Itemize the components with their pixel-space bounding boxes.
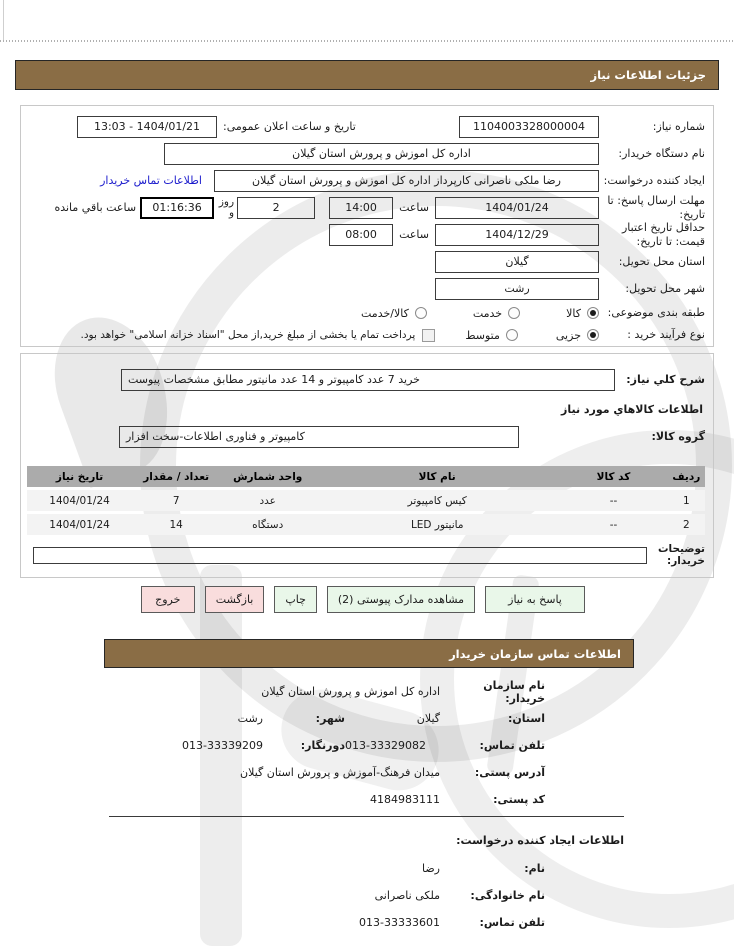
process-type-row	[29, 324, 705, 346]
need-number-value: 1104003328000004	[473, 120, 585, 133]
price-validity-date-field[interactable]	[435, 224, 599, 246]
buyer-note-row	[29, 543, 705, 567]
price-validity-hour-label: ساعت	[399, 228, 429, 241]
radio-unselected-icon[interactable]	[508, 307, 520, 319]
need-number-field[interactable]	[459, 116, 599, 138]
creator-label: ایجاد کننده درخواست:	[603, 173, 705, 187]
creator-section-title: اطلاعات ایجاد کننده درخواست:	[456, 834, 624, 847]
delivery-city-value: رشت	[504, 282, 530, 295]
buyer-note-field[interactable]	[33, 547, 647, 564]
org-name-label: نام سازمان خریدار:	[483, 678, 545, 705]
request-info-panel	[20, 105, 714, 347]
radio-selected-icon[interactable]	[587, 329, 599, 341]
creator-field[interactable]	[214, 170, 599, 192]
remaining-days-field[interactable]	[237, 197, 315, 219]
exit-button[interactable]: خروج	[141, 586, 195, 613]
cell-row-number: 1	[668, 490, 705, 511]
delivery-province-row	[29, 248, 705, 275]
goods-table-header-row	[27, 466, 705, 487]
price-validity-label: حداقل تاریخ اعتبار قیمت: تا تاریخ:	[621, 221, 705, 248]
subject-option-goods-service-label: کالا/خدمت	[361, 306, 409, 320]
process-option-medium[interactable]	[465, 329, 518, 342]
top-left-edge-line	[3, 0, 4, 41]
creator-row	[29, 167, 705, 194]
creator-phone-row	[104, 909, 545, 936]
cell-goods-name: کیس کامپیوتر	[315, 490, 559, 511]
announce-datetime-field[interactable]	[77, 116, 217, 138]
table-row	[27, 490, 705, 511]
need-number-row	[29, 113, 705, 140]
subject-option-service[interactable]	[473, 307, 520, 320]
process-type-label: نوع فرآیند خرید :	[627, 328, 705, 342]
deadline-date-field[interactable]	[435, 197, 599, 219]
address-row	[105, 759, 545, 786]
phone-value: 013-33329082	[345, 739, 426, 752]
address-label: آدرس پستی:	[474, 766, 545, 779]
subject-option-goods[interactable]	[566, 307, 599, 320]
address-value: میدان فرهنگ-آموزش و پرورش استان گیلان	[240, 766, 440, 779]
subject-option-service-label: خدمت	[472, 306, 503, 320]
need-goods-panel	[20, 353, 714, 578]
buyer-contact-link[interactable]: اطلاعات تماس خریدار	[100, 174, 202, 187]
price-validity-row	[29, 221, 705, 248]
creator-rows	[104, 855, 624, 936]
buyer-org-label: نام دستگاه خریدار:	[618, 146, 705, 160]
cell-quantity: 14	[132, 514, 220, 535]
goods-group-field[interactable]	[119, 426, 519, 448]
cell-need-date: 1404/01/24	[27, 514, 132, 535]
delivery-city-row	[29, 275, 705, 302]
col-unit[interactable]: واحد شمارش	[220, 466, 315, 487]
dotted-separator	[0, 40, 734, 42]
cell-goods-code: --	[559, 514, 667, 535]
deadline-hour-label: ساعت	[399, 201, 429, 214]
postal-code-label: کد پستی:	[493, 793, 545, 806]
contact-section-title	[104, 639, 634, 668]
city-label: شهر:	[315, 712, 345, 725]
fax-label: دورنگار:	[300, 739, 345, 752]
col-row-number[interactable]: ردیف	[668, 466, 705, 487]
back-button[interactable]: بازگشت	[205, 586, 265, 613]
price-validity-date-value: 1404/12/29	[485, 228, 549, 241]
radio-unselected-icon[interactable]	[506, 329, 518, 341]
goods-group-value: کامپیوتر و فناوری اطلاعات-سخت افزار	[126, 430, 305, 443]
delivery-province-label: استان محل تحویل:	[618, 254, 705, 268]
cell-need-date: 1404/01/24	[27, 490, 132, 511]
process-option-minor[interactable]	[556, 329, 599, 342]
need-number-label: شماره نیاز:	[652, 119, 705, 133]
remaining-days-label: روز و	[218, 195, 235, 219]
cell-unit: دستگاه	[220, 514, 315, 535]
delivery-city-field[interactable]	[435, 278, 599, 300]
subject-classification-label: طبقه بندی موضوعی:	[607, 306, 705, 320]
last-name-row	[104, 882, 545, 909]
org-name-value: اداره کل اموزش و پرورش استان گیلان	[261, 685, 440, 698]
need-desc-row	[29, 366, 705, 393]
print-button[interactable]: چاپ	[274, 586, 317, 613]
fax-value: 013-33339209	[182, 739, 263, 752]
buyer-note-label: توضیحات خریدار:	[657, 543, 705, 567]
delivery-province-value: گیلان	[505, 255, 529, 268]
process-option-medium-label: متوسط	[465, 328, 500, 342]
cell-unit: عدد	[220, 490, 315, 511]
countdown-label: ساعت باقي مانده	[54, 201, 137, 214]
col-quantity[interactable]: تعداد / مقدار	[132, 466, 220, 487]
countdown-field	[140, 197, 214, 219]
treasury-checkbox-option[interactable]	[81, 329, 436, 342]
cell-goods-name: مانیتور LED	[315, 514, 559, 535]
process-option-minor-label: جزیی	[555, 328, 581, 342]
price-validity-time-field[interactable]	[329, 224, 393, 246]
col-goods-code[interactable]: کد کالا	[559, 466, 667, 487]
city-value: رشت	[237, 712, 263, 725]
price-validity-time-value: 08:00	[345, 228, 377, 241]
cell-quantity: 7	[132, 490, 220, 511]
province-label: استان:	[508, 712, 545, 725]
creator-value: رضا ملکی ناصرانی کارپرداز اداره کل اموزش و پرورش استان گیلان	[252, 174, 561, 187]
postal-code-row	[105, 786, 545, 813]
remaining-days-value: 2	[272, 201, 280, 214]
radio-selected-icon[interactable]	[587, 307, 599, 319]
deadline-time-field[interactable]	[329, 197, 393, 219]
col-goods-name[interactable]: نام کالا	[315, 466, 559, 487]
contact-section-title-text: اطلاعات تماس سازمان خریدار	[449, 646, 621, 661]
buyer-org-value: اداره کل اموزش و پرورش استان گیلان	[292, 147, 471, 160]
countdown-value: 01:16:36	[152, 201, 202, 214]
deadline-label: مهلت ارسال پاسخ: تا تاریخ:	[607, 194, 705, 221]
respond-to-need-button[interactable]: پاسخ به نیاز	[485, 586, 585, 613]
phone-label: تلفن تماس:	[479, 739, 545, 752]
table-row	[27, 514, 705, 535]
contact-section	[105, 678, 545, 813]
delivery-province-field[interactable]	[435, 251, 599, 273]
deadline-date-value: 1404/01/24	[485, 201, 549, 214]
first-name-label: نام:	[524, 862, 545, 875]
creator-phone-value: 013-33333601	[359, 916, 440, 929]
subject-option-goods-label: کالا	[566, 306, 581, 320]
goods-table	[27, 463, 705, 538]
creator-phone-label: تلفن تماس:	[479, 916, 545, 929]
last-name-label: نام خانوادگی:	[470, 889, 545, 902]
first-name-value: رضا	[421, 862, 440, 875]
announce-datetime-value: 13:03 - 1404/01/21	[93, 120, 201, 133]
buyer-org-field[interactable]	[164, 143, 599, 165]
cell-goods-code: --	[559, 490, 667, 511]
buyer-org-row	[29, 140, 705, 167]
need-desc-value: خرید 7 عدد کامپیوتر و 14 عدد مانیتور مطابق مشخصات پیوست	[128, 373, 420, 386]
page-title-text: جزئیات اطلاعات نیاز	[590, 68, 706, 82]
goods-group-row	[29, 423, 705, 450]
phone-fax-row	[105, 732, 545, 759]
last-name-value: ملکی ناصرانی	[374, 889, 440, 902]
need-desc-field[interactable]	[121, 369, 615, 391]
col-need-date[interactable]: تاریخ نیاز	[27, 466, 132, 487]
org-name-row	[105, 678, 545, 705]
cell-row-number: 2	[668, 514, 705, 535]
announce-datetime-label: تاریخ و ساعت اعلان عمومی:	[223, 120, 356, 133]
first-name-row	[104, 855, 545, 882]
province-city-row	[105, 705, 545, 732]
deadline-time-value: 14:00	[345, 201, 377, 214]
goods-section-heading: اطلاعات کالاهاي مورد نیاز	[561, 403, 703, 416]
treasury-checkbox-label: پرداخت تمام یا بخشی از مبلغ خرید,از محل "اسناد خزانه اسلامی" خواهد بود.	[80, 329, 416, 341]
section-divider	[109, 816, 624, 817]
province-value: گیلان	[416, 712, 440, 725]
goods-group-label: گروه کالا:	[651, 430, 705, 443]
postal-code-value: 4184983111	[370, 793, 440, 806]
checkbox-unchecked-icon[interactable]	[422, 329, 435, 342]
radio-unselected-icon[interactable]	[415, 307, 427, 319]
creator-section	[104, 834, 624, 936]
subject-option-goods-service[interactable]	[361, 307, 427, 320]
subject-classification-row	[29, 302, 705, 324]
delivery-city-label: شهر محل تحویل:	[625, 281, 705, 295]
deadline-row	[29, 194, 705, 221]
page-title	[15, 60, 719, 90]
need-desc-label: شرح کلي نیاز:	[626, 373, 705, 386]
view-attachments-button[interactable]: مشاهده مدارک پیوستی (2)	[327, 586, 475, 613]
action-buttons	[141, 586, 585, 613]
